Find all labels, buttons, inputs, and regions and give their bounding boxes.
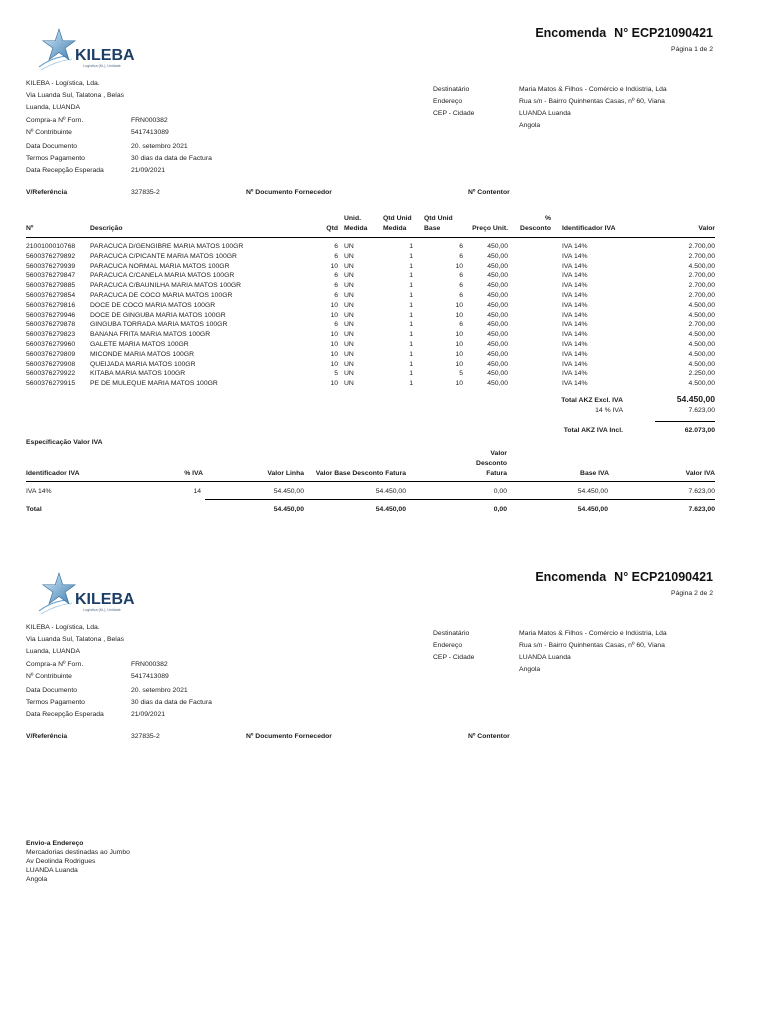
line-qty-unit-base: 10 <box>455 341 463 348</box>
recipient-name: Maria Matos & Filhos - Comércio e Indústria, Lda <box>519 86 667 93</box>
line-item-row <box>0 350 768 360</box>
line-code: 5600376279946 <box>26 311 76 319</box>
line-qty-unit-measure: 1 <box>409 370 413 378</box>
line-unit-price: 450,00 <box>487 341 508 348</box>
line-code: 5600376279847 <box>26 272 76 280</box>
line-items-body <box>0 242 768 390</box>
line-qty-unit-base: 6 <box>459 292 463 299</box>
line-qty-unit-measure: 1 <box>409 243 413 250</box>
line-unit: UN <box>344 331 354 339</box>
line-unit: UN <box>344 252 354 260</box>
line-unit: UN <box>344 311 354 319</box>
taxpayer-number-value: 5417413089 <box>131 129 169 136</box>
recipient-name: Maria Matos & Filhos - Comércio e Indústria, Lda <box>519 630 667 637</box>
line-description: DOCE DE COCO MARIA MATOS 100GR <box>90 301 216 309</box>
document-date-label: Data Documento <box>26 143 78 150</box>
line-unit: UN <box>344 341 354 348</box>
recipient-country: Angola <box>519 666 541 673</box>
total-incl-vat-label: Total AKZ IVA Incl. <box>563 427 623 434</box>
header-value: Valor <box>698 225 715 232</box>
line-unit: UN <box>344 360 354 368</box>
line-unit-price: 450,00 <box>487 370 508 378</box>
vat-total-label: Total <box>26 506 42 513</box>
line-item-row <box>0 281 768 291</box>
line-vat-id: IVA 14% <box>562 282 588 290</box>
logo-swoosh <box>39 56 68 67</box>
line-item-row <box>0 271 768 281</box>
taxpayer-number-label: Nº Contribuinte <box>26 673 72 680</box>
line-unit-price: 450,00 <box>487 331 508 339</box>
kileba-logo <box>38 571 138 617</box>
vat-total-rule <box>205 499 715 500</box>
line-quantity: 10 <box>330 331 338 339</box>
vat-amount-label: 14 % IVA <box>595 407 623 414</box>
payment-terms-value: 30 dias da data de Factura <box>131 699 212 706</box>
line-quantity: 5 <box>334 370 338 378</box>
document-title <box>535 570 713 585</box>
line-qty-unit-measure: 1 <box>409 380 413 388</box>
line-vat-id: IVA 14% <box>562 272 588 280</box>
header-qty-unit-base: Qtd Unid Base <box>424 215 453 232</box>
document-number: N° ECP21090421 <box>614 26 713 40</box>
line-unit: UN <box>344 243 354 250</box>
header-quantity: Qtd <box>326 225 338 232</box>
line-unit: UN <box>344 282 354 290</box>
line-quantity: 10 <box>330 311 338 319</box>
vat-amount-value: 7.623,00 <box>688 407 715 414</box>
logo-swoosh <box>41 603 72 614</box>
payment-terms-label: Termos Pagamento <box>26 699 85 706</box>
line-unit-price: 450,00 <box>487 243 508 250</box>
supplier-name: KILEBA - Logística, Lda. <box>26 80 100 87</box>
recipient-address: Rua s/n - Bairro Quinhentas Casas, nº 60, Viana <box>519 98 665 105</box>
line-value: 4.500,00 <box>688 262 715 270</box>
supplier-name: KILEBA - Logística, Lda. <box>26 624 100 631</box>
line-qty-unit-measure: 1 <box>409 282 413 290</box>
line-value: 2.700,00 <box>688 243 715 250</box>
vat-header-value: Valor IVA <box>685 470 715 477</box>
line-description: DOCE DE GINGUBA MARIA MATOS 100GR <box>90 311 226 319</box>
line-description: PARACUCA C/CANELA MARIA MATOS 100GR <box>90 272 235 280</box>
line-description: KITABA MARIA MATOS 100GR <box>90 370 186 378</box>
line-unit: UN <box>344 272 354 280</box>
totals-rule <box>655 421 715 422</box>
line-item-row <box>0 369 768 379</box>
line-unit-price: 450,00 <box>487 272 508 280</box>
vat-header-id: Identificador IVA <box>26 470 80 477</box>
vat-row-discount: 0,00 <box>493 488 507 495</box>
line-vat-id: IVA 14% <box>562 370 588 378</box>
line-code: 5600376279885 <box>26 282 76 290</box>
line-quantity: 10 <box>330 360 338 368</box>
your-reference-value: 327835-2 <box>131 189 160 196</box>
line-quantity: 10 <box>330 301 338 309</box>
your-reference-value: 327835-2 <box>131 733 160 740</box>
line-item-row <box>0 291 768 301</box>
container-label: Nº Contentor <box>468 733 510 740</box>
line-unit: UN <box>344 350 354 358</box>
line-qty-unit-base: 10 <box>455 331 463 339</box>
header-qty-unit-measure: Qtd Unid Medida <box>383 215 412 232</box>
logo-swoosh <box>39 600 68 611</box>
vat-header-line-value: Valor Linha <box>267 470 304 477</box>
vat-header-discount: Valor Desconto Fatura <box>476 450 507 477</box>
line-value: 2.700,00 <box>688 292 715 299</box>
line-vat-id: IVA 14% <box>562 331 588 339</box>
line-value: 4.500,00 <box>688 341 715 348</box>
supplier-city: Luanda, LUANDA <box>26 104 81 111</box>
line-item-row <box>0 252 768 262</box>
line-qty-unit-measure: 1 <box>409 311 413 319</box>
line-item-row <box>0 330 768 340</box>
line-vat-id: IVA 14% <box>562 380 588 388</box>
line-qty-unit-base: 10 <box>455 311 463 319</box>
line-unit-price: 450,00 <box>487 301 508 309</box>
line-quantity: 6 <box>334 252 338 260</box>
total-excl-vat-value: 54.450,00 <box>676 394 715 404</box>
line-qty-unit-base: 6 <box>459 243 463 250</box>
expected-delivery-label: Data Recepção Esperada <box>26 711 104 718</box>
taxpayer-number-value: 5417413089 <box>131 673 169 680</box>
line-items-header-rule <box>26 237 715 238</box>
line-vat-id: IVA 14% <box>562 311 588 319</box>
vat-row-rate: 14 <box>193 488 201 495</box>
line-qty-unit-base: 6 <box>459 252 463 260</box>
line-vat-id: IVA 14% <box>562 321 588 329</box>
line-quantity: 10 <box>330 262 338 270</box>
line-unit-price: 450,00 <box>487 282 508 290</box>
supplier-number-value: FRN000382 <box>131 661 168 668</box>
recipient-city: LUANDA Luanda <box>519 654 571 661</box>
vat-header-base-discount: Valor Base Desconto Fatura <box>315 470 406 477</box>
line-unit-price: 450,00 <box>487 262 508 270</box>
line-qty-unit-base: 6 <box>459 282 463 290</box>
line-unit: UN <box>344 370 354 378</box>
line-vat-id: IVA 14% <box>562 341 588 348</box>
page-number: Página 2 de 2 <box>671 590 713 597</box>
line-unit-price: 450,00 <box>487 380 508 388</box>
recipient-address-label: Endereço <box>433 98 463 105</box>
document-type: Encomenda <box>535 570 607 584</box>
document-date-label: Data Documento <box>26 687 78 694</box>
vat-total-base-discount: 54.450,00 <box>375 506 406 513</box>
supplier-number-value: FRN000382 <box>131 117 168 124</box>
line-description: PARACUCA D/GENGIBRE MARIA MATOS 100GR <box>90 243 244 250</box>
line-value: 2.700,00 <box>688 321 715 329</box>
taxpayer-number-label: Nº Contribuinte <box>26 129 72 136</box>
line-vat-id: IVA 14% <box>562 350 588 358</box>
line-quantity: 6 <box>334 272 338 280</box>
shipping-line: Mercadorias destinadas ao Jumbo <box>26 849 130 856</box>
shipping-line: LUANDA Luanda <box>26 867 78 874</box>
line-description: QUEIJADA MARIA MATOS 100GR <box>90 360 196 368</box>
line-vat-id: IVA 14% <box>562 243 588 250</box>
line-description: PARACUCA C/PICANTE MARIA MATOS 100GR <box>90 252 237 260</box>
container-label: Nº Contentor <box>468 189 510 196</box>
page-number: Página 1 de 2 <box>671 46 713 53</box>
line-unit-price: 450,00 <box>487 321 508 329</box>
recipient-address: Rua s/n - Bairro Quinhentas Casas, nº 60, Viana <box>519 642 665 649</box>
supplier-document-label: Nº Documento Fornecedor <box>246 733 332 740</box>
line-vat-id: IVA 14% <box>562 360 588 368</box>
line-unit-price: 450,00 <box>487 292 508 299</box>
your-reference-label: V/Referência <box>26 733 68 740</box>
kileba-logo <box>38 27 138 73</box>
line-qty-unit-measure: 1 <box>409 321 413 329</box>
line-qty-unit-measure: 1 <box>409 292 413 299</box>
line-qty-unit-measure: 1 <box>409 301 413 309</box>
supplier-number-label: Compra-a Nº Forn. <box>26 661 84 668</box>
line-code: 5600376279878 <box>26 321 76 329</box>
line-code: 5600376279854 <box>26 292 76 299</box>
vat-row-base-discount: 54.450,00 <box>375 488 406 495</box>
line-item-row <box>0 242 768 252</box>
line-description: BANANA FRITA MARIA MATOS 100GR <box>90 331 211 339</box>
vat-total-discount: 0,00 <box>493 506 507 513</box>
line-quantity: 10 <box>330 380 338 388</box>
line-value: 2.700,00 <box>688 252 715 260</box>
line-qty-unit-measure: 1 <box>409 262 413 270</box>
line-vat-id: IVA 14% <box>562 292 588 299</box>
recipient-city-label: CEP - Cidade <box>433 110 475 117</box>
line-value: 4.500,00 <box>688 301 715 309</box>
line-qty-unit-base: 5 <box>459 370 463 378</box>
header-description: Descrição <box>90 225 123 232</box>
line-qty-unit-base: 10 <box>455 350 463 358</box>
recipient-country: Angola <box>519 122 541 129</box>
line-qty-unit-base: 6 <box>459 272 463 280</box>
line-value: 4.500,00 <box>688 331 715 339</box>
line-code: 5600376279892 <box>26 252 76 260</box>
line-item-row <box>0 301 768 311</box>
supplier-address: Via Luanda Sul, Talatona , Belas <box>26 92 125 99</box>
recipient-address-label: Endereço <box>433 642 463 649</box>
line-description: MICONDE MARIA MATOS 100GR <box>90 350 194 358</box>
vat-header-base: Base IVA <box>580 470 609 477</box>
document-type: Encomenda <box>535 26 607 40</box>
line-unit: UN <box>344 321 354 329</box>
line-value: 4.500,00 <box>688 350 715 358</box>
line-unit: UN <box>344 262 354 270</box>
vat-row-value: 7.623,00 <box>688 488 715 495</box>
shipping-line: Av Deolinda Rodrigues <box>26 858 96 865</box>
payment-terms-label: Termos Pagamento <box>26 155 85 162</box>
line-qty-unit-measure: 1 <box>409 331 413 339</box>
shipping-line: Angola <box>26 876 48 883</box>
line-unit: UN <box>344 301 354 309</box>
recipient-label: Destinatário <box>433 630 470 637</box>
line-unit-price: 450,00 <box>487 311 508 319</box>
document-date-value: 20. setembro 2021 <box>131 143 188 150</box>
document-title <box>535 26 713 41</box>
expected-delivery-value: 21/09/2021 <box>131 167 166 174</box>
line-qty-unit-measure: 1 <box>409 252 413 260</box>
line-unit-price: 450,00 <box>487 350 508 358</box>
order-page-2 <box>0 544 768 1024</box>
line-quantity: 10 <box>330 350 338 358</box>
logo-tagline: Logística (KL), Unidade <box>83 64 121 68</box>
header-code: Nº <box>26 225 34 232</box>
line-description: PARACUCA DE COCO MARIA MATOS 100GR <box>90 292 233 299</box>
logo-wordmark: KILEBA <box>75 47 135 64</box>
line-unit-price: 450,00 <box>487 360 508 368</box>
line-vat-id: IVA 14% <box>562 262 588 270</box>
line-quantity: 10 <box>330 341 338 348</box>
expected-delivery-value: 21/09/2021 <box>131 711 166 718</box>
line-description: GALETE MARIA MATOS 100GR <box>90 341 189 348</box>
line-qty-unit-base: 10 <box>455 360 463 368</box>
line-code: 5600376279816 <box>26 301 76 309</box>
line-code: 5600376279939 <box>26 262 76 270</box>
vat-total-line-value: 54.450,00 <box>273 506 304 513</box>
total-incl-vat-value: 62.073,00 <box>684 427 715 434</box>
line-qty-unit-measure: 1 <box>409 350 413 358</box>
expected-delivery-label: Data Recepção Esperada <box>26 167 104 174</box>
vat-total-base: 54.450,00 <box>577 506 608 513</box>
line-item-row <box>0 360 768 370</box>
recipient-city: LUANDA Luanda <box>519 110 571 117</box>
vat-total-value: 7.623,00 <box>688 506 715 513</box>
header-unit: Unid. Medida <box>344 215 368 232</box>
line-vat-id: IVA 14% <box>562 301 588 309</box>
supplier-address: Via Luanda Sul, Talatona , Belas <box>26 636 125 643</box>
line-code: 5600376279960 <box>26 341 76 348</box>
document-date-value: 20. setembro 2021 <box>131 687 188 694</box>
line-description: PARACUCA NORMAL MARIA MATOS 100GR <box>90 262 230 270</box>
line-qty-unit-measure: 1 <box>409 341 413 348</box>
line-code: 5600376279823 <box>26 331 76 339</box>
line-qty-unit-base: 10 <box>455 301 463 309</box>
line-value: 2.250,00 <box>688 370 715 378</box>
line-qty-unit-measure: 1 <box>409 272 413 280</box>
logo-tagline: Logística (KL), Unidade <box>83 608 121 612</box>
vat-row-line-value: 54.450,00 <box>273 488 304 495</box>
line-item-row <box>0 379 768 389</box>
line-unit: UN <box>344 292 354 299</box>
line-item-row <box>0 340 768 350</box>
line-unit-price: 450,00 <box>487 252 508 260</box>
star-icon <box>43 573 75 604</box>
payment-terms-value: 30 dias da data de Factura <box>131 155 212 162</box>
line-qty-unit-base: 6 <box>459 321 463 329</box>
line-quantity: 6 <box>334 282 338 290</box>
supplier-number-label: Compra-a Nº Forn. <box>26 117 84 124</box>
total-excl-vat-label: Total AKZ Excl. IVA <box>561 397 623 404</box>
line-vat-id: IVA 14% <box>562 252 588 260</box>
vat-row-id: IVA 14% <box>26 488 52 495</box>
vat-spec-title: Especificação Valor IVA <box>26 439 103 446</box>
line-quantity: 6 <box>334 243 338 250</box>
line-value: 4.500,00 <box>688 311 715 319</box>
document-number: N° ECP21090421 <box>614 570 713 584</box>
star-icon <box>43 29 75 60</box>
header-discount: % Desconto <box>520 215 551 232</box>
supplier-document-label: Nº Documento Fornecedor <box>246 189 332 196</box>
shipping-title: Envio-a Endereço <box>26 840 84 847</box>
line-unit: UN <box>344 380 354 388</box>
your-reference-label: V/Referência <box>26 189 68 196</box>
logo-wordmark: KILEBA <box>75 591 135 608</box>
line-qty-unit-base: 10 <box>455 262 463 270</box>
line-qty-unit-measure: 1 <box>409 360 413 368</box>
header-unit-price: Preço Unit. <box>472 225 508 232</box>
vat-header-rule <box>26 481 715 482</box>
vat-row-base: 54.450,00 <box>577 488 608 495</box>
line-value: 2.700,00 <box>688 282 715 290</box>
recipient-label: Destinatário <box>433 86 470 93</box>
line-quantity: 6 <box>334 292 338 299</box>
line-code: 5600376279915 <box>26 380 76 388</box>
line-value: 4.500,00 <box>688 360 715 368</box>
line-description: PE DE MULEQUE MARIA MATOS 100GR <box>90 380 218 388</box>
vat-header-rate: % IVA <box>184 470 203 477</box>
recipient-city-label: CEP - Cidade <box>433 654 475 661</box>
line-description: GINGUBA TORRADA MARIA MATOS 100GR <box>90 321 228 329</box>
line-quantity: 6 <box>334 321 338 329</box>
line-code: 5600376279922 <box>26 370 76 378</box>
line-code: 5600376279809 <box>26 350 76 358</box>
line-item-row <box>0 262 768 272</box>
line-value: 4.500,00 <box>688 380 715 388</box>
line-code: 5600376279908 <box>26 360 76 368</box>
header-vat-id: Identificador IVA <box>562 225 616 232</box>
line-item-row <box>0 320 768 330</box>
line-qty-unit-base: 10 <box>455 380 463 388</box>
logo-swoosh <box>41 59 72 70</box>
line-item-row <box>0 311 768 321</box>
line-description: PARACUCA C/BAUNILHA MARIA MATOS 100GR <box>90 282 242 290</box>
line-code: 2100100010768 <box>26 243 76 250</box>
supplier-city: Luanda, LUANDA <box>26 648 81 655</box>
line-value: 2.700,00 <box>688 272 715 280</box>
